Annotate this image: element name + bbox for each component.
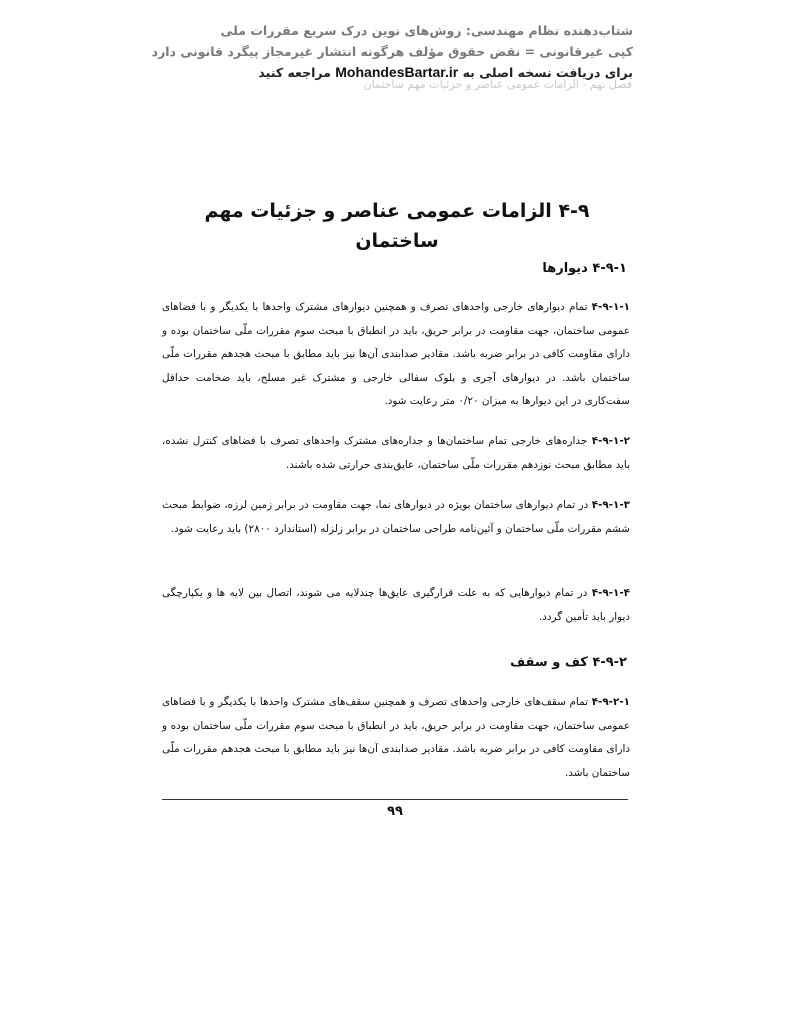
clause-text: تمام سقف‌های خارجی واحدهای تصرف و همچنین سقف‌های مشترک واحدها با یکدیگر و با فضاهای عمومی ساختمان، جهت مقاومت در برابر حریق، باید در انطباق با مبحث سوم مقررات ملّی ساختمان بوده و دارای مقاومت کافی در برابر ضربه باشد. مقادیر صدابندی آن‌ها نیز باید مطابق با مبحث هجدهم مقررات ملّی ساختمان باشد. xyxy=(162,696,630,779)
clause-text: در تمام دیوارهای ساختمان بویژه در دیوارهای نما، جهت مقاومت در برابر زمین لرزه، ضوابط مبحث ششم مقررات ملّی ساختمان و آئین‌نامه طراحی ساختمان در برابر زلزله (استاندارد ۲۸۰۰) باید رعایت شود. xyxy=(162,499,630,535)
clause-number: ۴-۹-۱-۴ xyxy=(591,587,630,599)
clause-number: ۴-۹-۱-۳ xyxy=(591,499,630,511)
section-heading-floor-ceiling: ۴-۹-۲ کف و سقف xyxy=(510,655,627,670)
header-source-line xyxy=(163,62,633,83)
header-source-prefix: برای دریافت نسخه اصلی به xyxy=(462,65,633,80)
clause-text: جداره‌های خارجی تمام ساختمان‌ها و جداره‌های مشترک واحدهای تصرف با فضاهای کنترل نشده، باید مطابق مبحث نوزدهم مقررات ملّی ساختمان، عایق‌بندی حرارتی شده باشند. xyxy=(162,435,630,471)
chapter-running-header: فصل نهم - الزامات عمومی عناصر و جزئیات مهم ساختمان xyxy=(363,78,632,91)
paragraph-4-9-1-3 xyxy=(162,494,630,541)
paragraph-4-9-2-1 xyxy=(162,691,630,785)
header-site-link[interactable]: MohandesBartar.ir xyxy=(335,64,459,80)
paragraph-4-9-1-4 xyxy=(162,582,630,629)
clause-number: ۴-۹-۱-۲ xyxy=(591,435,630,447)
footer-divider xyxy=(162,799,628,800)
clause-number: ۴-۹-۲-۱ xyxy=(591,696,630,708)
clause-text: در تمام دیوارهایی که به علت قرارگیری عایق‌ها چندلایه می شوند، اتصال بین لایه ها و یکپارچگی دیوار باید تأمین گردد. xyxy=(162,587,630,623)
header-title-line: شتاب‌دهنده نظام مهندسی: روش‌های نوین درک سریع مقررات ملی xyxy=(220,23,633,38)
page-number: ۹۹ xyxy=(387,804,403,819)
page-title: ۴-۹ الزامات عمومی عناصر و جزئیات مهم ساختمان xyxy=(204,200,590,252)
clause-number: ۴-۹-۱-۱ xyxy=(591,301,630,313)
section-heading-walls: ۴-۹-۱ دیوارها xyxy=(542,261,627,276)
clause-text: تمام دیوارهای خارجی واحدهای تصرف و همچنین دیوارهای مشترک واحدها با یکدیگر و با فضاهای عمومی ساختمان، جهت مقاومت در برابر حریق، باید در انطباق با مبحث سوم مقررات ملّی ساختمان بوده و دارای مقاومت کافی در برابر ضربه باشد. مقادیر صدابندی آن‌ها نیز باید مطابق با مبحث هجدهم مقررات ملّی ساختمان باشد. در دیوارهای آجری و بلوک سفالی خارجی و مشترک غیر مسلح، باید ضخامت حداقل سفت‌کاری در این دیوارها به میزان ۰/۲۰ متر رعایت شود. xyxy=(162,301,630,407)
paragraph-4-9-1-2 xyxy=(162,430,630,477)
header-copyright-line: کپی غیرقانونی = نقض حقوق مؤلف هرگونه انتشار غیرمجاز پیگرد قانونی دارد xyxy=(151,44,633,59)
paragraph-4-9-1-1 xyxy=(162,296,630,414)
publisher-header xyxy=(151,20,633,83)
header-source-suffix: مراجعه کنید xyxy=(258,65,331,80)
